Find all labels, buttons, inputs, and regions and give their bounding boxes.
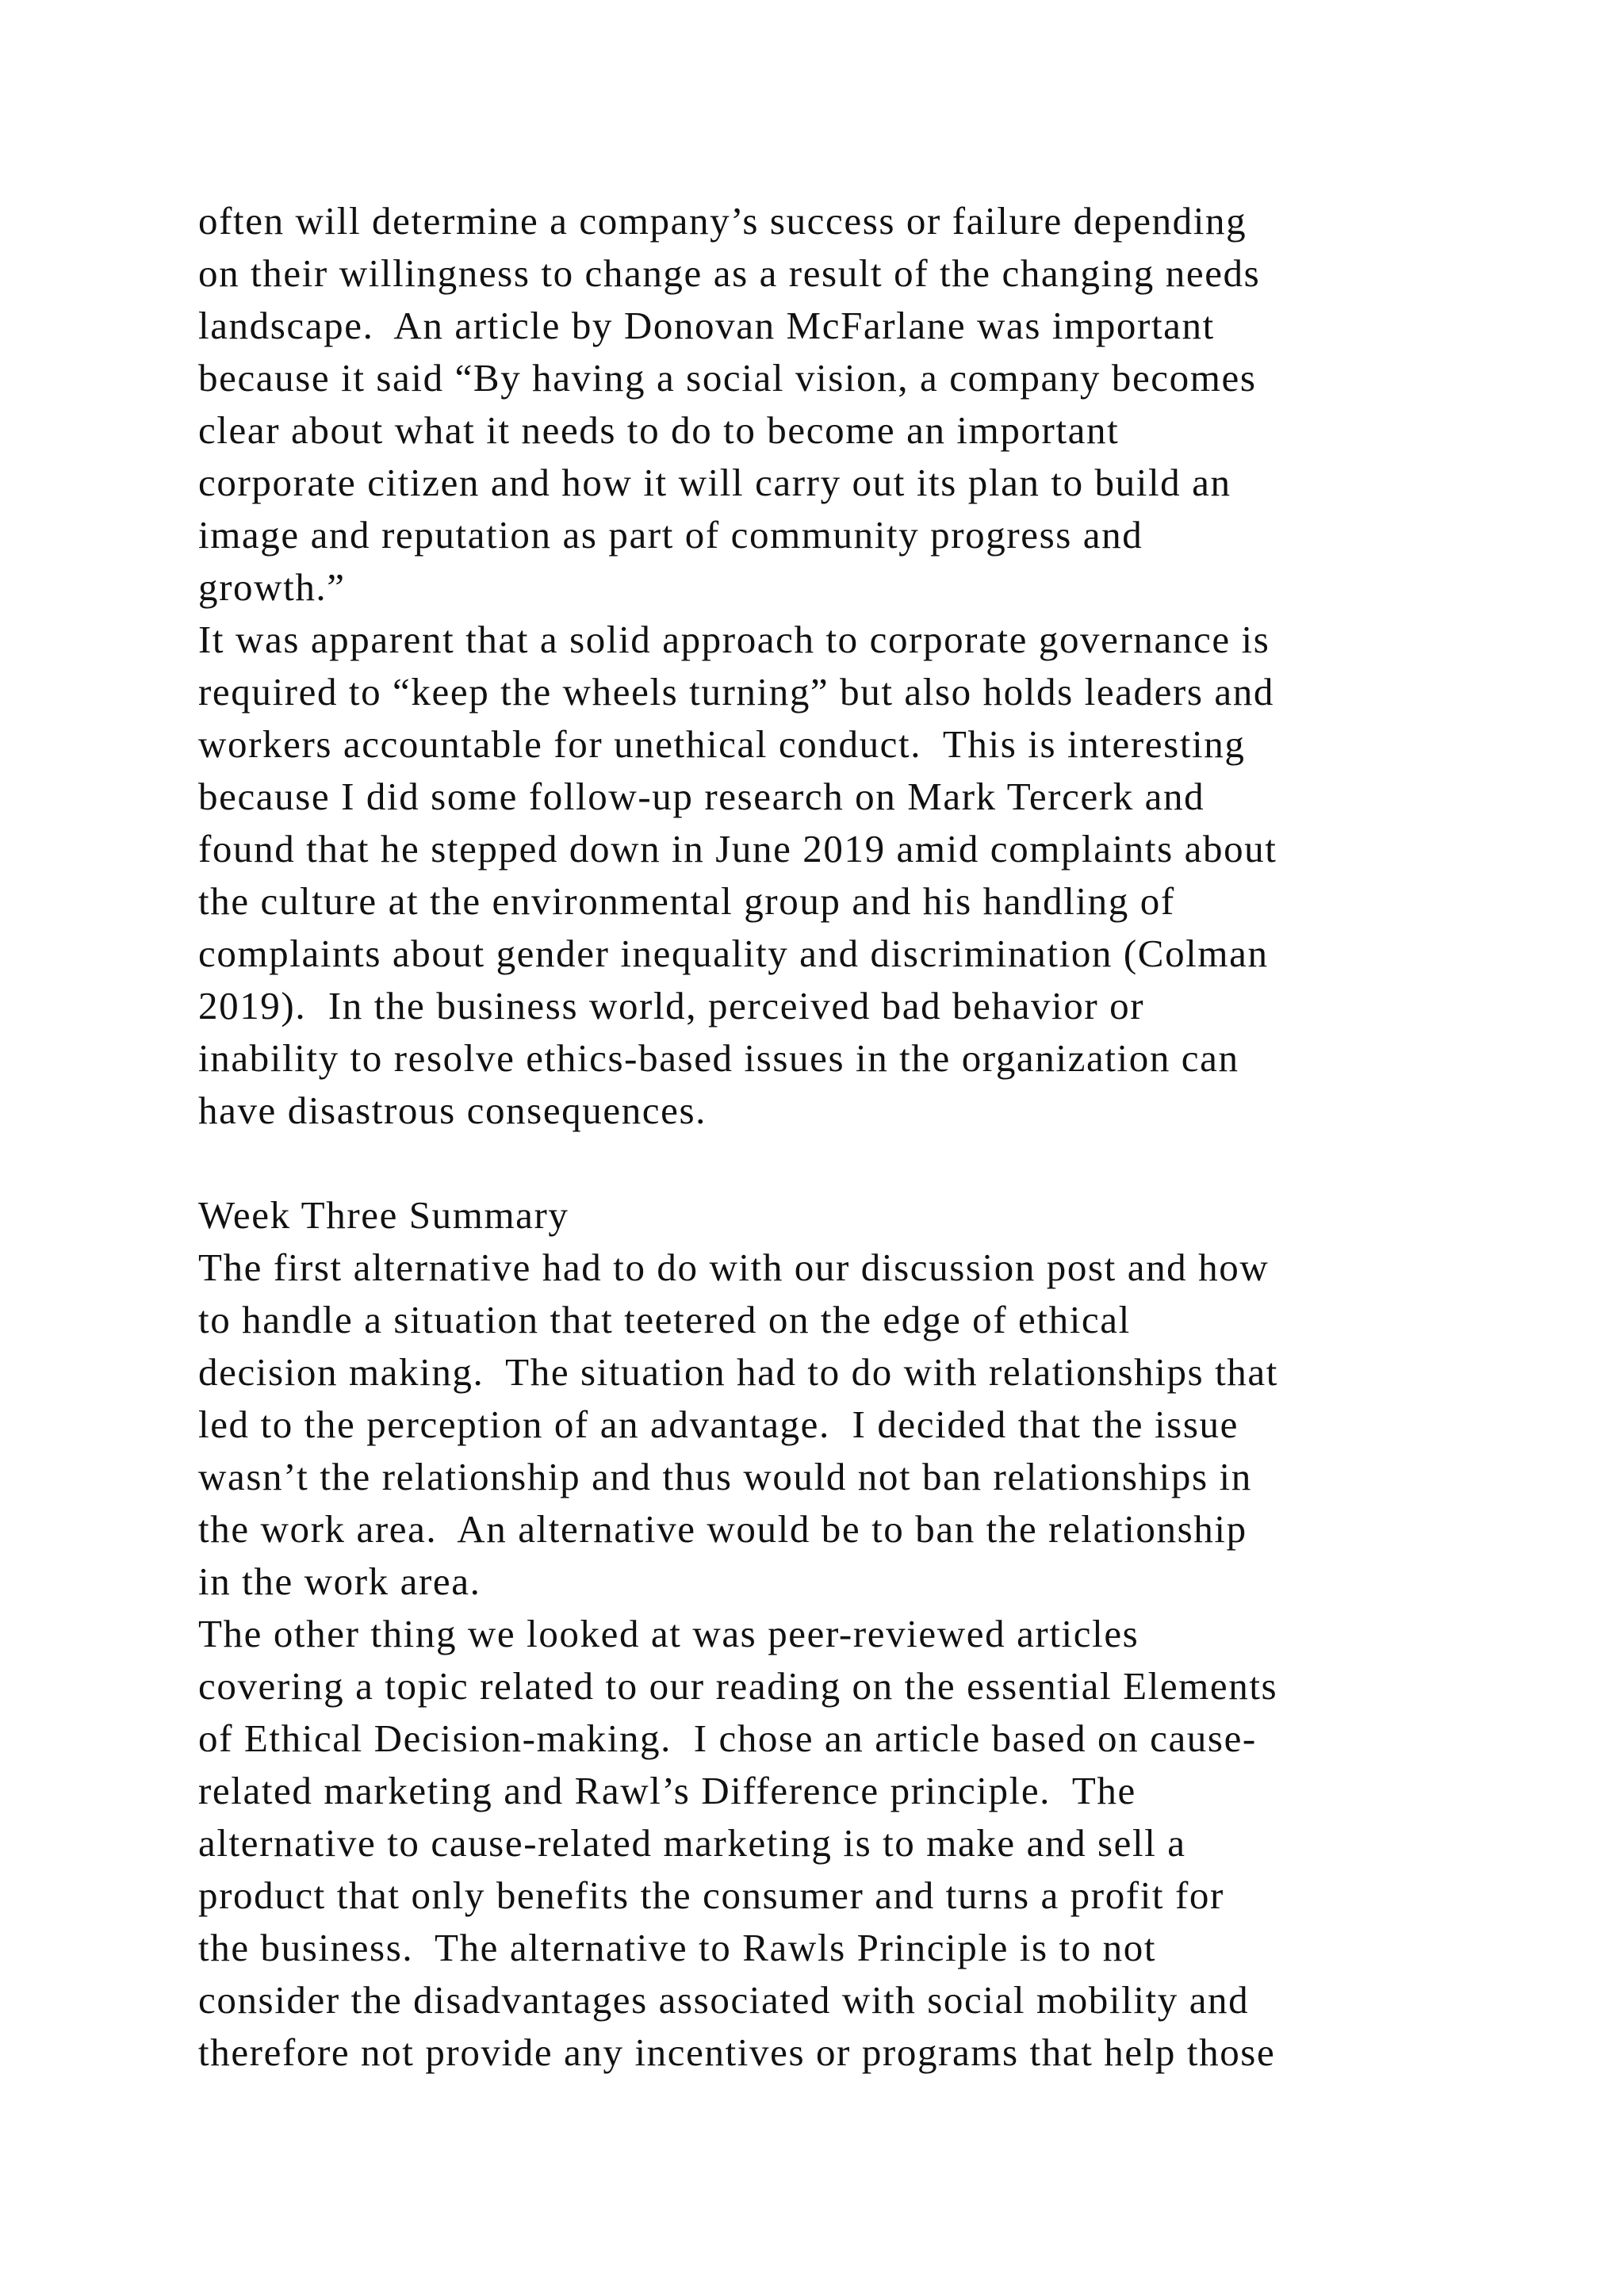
paragraph-3-line-3: decision making. The situation had to do with relationships that [198, 1350, 1278, 1394]
paragraph-3-line-7: in the work area. [198, 1559, 481, 1603]
paragraph-4-line-2: covering a topic related to our reading on the essential Elements [198, 1664, 1278, 1708]
paragraph-4-line-6: product that only benefits the consumer and turns a profit for [198, 1873, 1224, 1917]
paragraph-3-line-6: the work area. An alternative would be to ban the relationship [198, 1507, 1247, 1551]
paragraph-2-line-9: inability to resolve ethics-based issues in the organization can [198, 1036, 1239, 1080]
paragraph-3-line-5: wasn’t the relationship and thus would not ban relationships in [198, 1455, 1252, 1498]
paragraph-3-line-1: The first alternative had to do with our discussion post and how [198, 1246, 1270, 1289]
paragraph-2-line-4: because I did some follow-up research on Mark Tercerk and [198, 775, 1205, 818]
document-body [198, 195, 1483, 2079]
paragraph-1-line-7: image and reputation as part of community progress and [198, 513, 1143, 557]
paragraph-4-line-3: of Ethical Decision-making. I chose an article based on cause- [198, 1716, 1257, 1760]
section-heading: Week Three Summary [198, 1193, 569, 1237]
paragraph-4-line-7: the business. The alternative to Rawls Principle is to not [198, 1926, 1157, 1969]
paragraph-1-line-2: on their willingness to change as a result of the changing needs [198, 251, 1261, 295]
paragraph-2-line-7: complaints about gender inequality and discrimination (Colman [198, 932, 1269, 975]
paragraph-1-line-3: landscape. An article by Donovan McFarlane was important [198, 304, 1215, 347]
paragraph-4-line-1: The other thing we looked at was peer-reviewed articles [198, 1612, 1139, 1655]
paragraph-1-line-4: because it said “By having a social vision, a company becomes [198, 356, 1257, 400]
paragraph-3-line-4: led to the perception of an advantage. I decided that the issue [198, 1402, 1239, 1446]
paragraph-2-line-2: required to “keep the wheels turning” but also holds leaders and [198, 670, 1274, 714]
paragraph-1-line-1: often will determine a company’s success or failure depending [198, 199, 1247, 243]
paragraph-2-line-5: found that he stepped down in June 2019 amid complaints about [198, 827, 1277, 871]
paragraph-2-line-8: 2019). In the business world, perceived bad behavior or [198, 984, 1145, 1027]
paragraph-4-line-8: consider the disadvantages associated with social mobility and [198, 1978, 1250, 2022]
paragraph-2-line-10: have disastrous consequences. [198, 1089, 707, 1132]
paragraph-2-line-1: It was apparent that a solid approach to corporate governance is [198, 618, 1270, 661]
paragraph-4-line-4: related marketing and Rawl’s Difference principle. The [198, 1769, 1136, 1812]
paragraph-2-line-3: workers accountable for unethical conduct. This is interesting [198, 722, 1246, 766]
paragraph-1-line-5: clear about what it needs to do to become an important [198, 408, 1120, 452]
paragraph-3-line-2: to handle a situation that teetered on the edge of ethical [198, 1298, 1131, 1341]
paragraph-1-line-8: growth.” [198, 565, 346, 609]
paragraph-spacer [198, 1137, 1483, 1189]
paragraph-4-line-9: therefore not provide any incentives or programs that help those [198, 2030, 1276, 2074]
paragraph-1-line-6: corporate citizen and how it will carry out its plan to build an [198, 461, 1231, 504]
paragraph-4-line-5: alternative to cause-related marketing is to make and sell a [198, 1821, 1186, 1865]
paragraph-2-line-6: the culture at the environmental group and his handling of [198, 879, 1175, 923]
